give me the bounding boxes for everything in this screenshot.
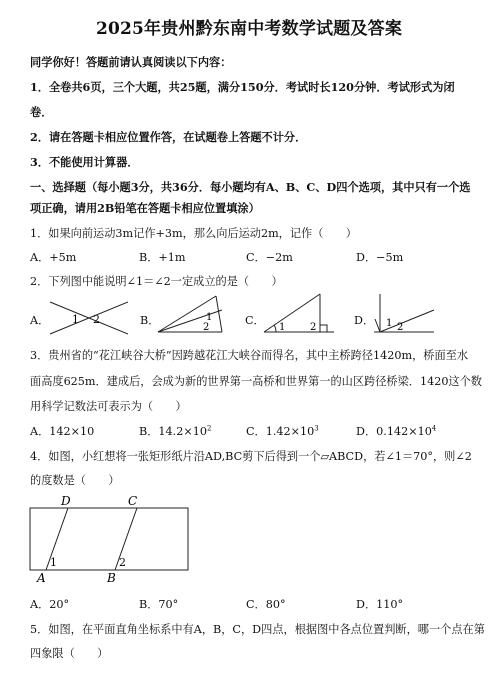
- question-4-options: [30, 596, 480, 612]
- question-2-stem: 2．下列图中能说明∠1＝∠2一定成立的是（ ）: [30, 275, 283, 288]
- q2-d-angle-2: 2: [397, 322, 404, 333]
- q3-option-a: A．142×10: [30, 425, 95, 438]
- q4-label-c: C: [128, 494, 138, 508]
- question-3-options: [30, 423, 480, 439]
- q4-option-d: D．110°: [356, 598, 404, 611]
- q2-c-angle-2: 2: [310, 322, 317, 333]
- q1-option-c: C．−2m: [246, 251, 293, 264]
- q2-c-angle-1: 1: [279, 322, 286, 333]
- instruction-item-1: 1．全卷共6页，三个大题，共25题，满分150分．考试时长120分钟．考试形式为闭: [30, 80, 455, 94]
- question-5-stem-line2: 四象限（ ）: [30, 647, 109, 660]
- instruction-item-3: 3．不能使用计算器．: [30, 155, 139, 169]
- question-1-options: [30, 249, 480, 265]
- q4-angle-1: 1: [50, 556, 57, 569]
- q3-option-b: B．$14.2\times 10^2$: [139, 424, 212, 438]
- question-1-stem: 1．如果向前运动3m记作+3m，那么向后运动2m，记作（ ）: [30, 227, 357, 240]
- q2-d-angle-1: 1: [386, 318, 393, 329]
- q4-label-b: B: [107, 571, 116, 585]
- q4-option-c: C．80°: [246, 598, 286, 611]
- page-title: 2025年贵州黔东南中考数学试题及答案: [95, 19, 403, 39]
- q2-a-angle-2: 2: [93, 313, 100, 326]
- q4-label-a: A: [37, 571, 46, 585]
- q2-figure-a: [48, 296, 132, 340]
- q1-option-b: B．+1m: [139, 251, 186, 264]
- question-5-stem-line1: 5．如图，在平面直角坐标系中有A，B，C，D四点，根据图中各点位置判断，哪一个点在第: [30, 623, 485, 636]
- instruction-item-2: 2．请在答题卡相应位置作答，在试题卷上答题不计分．: [30, 130, 307, 144]
- section-heading-cont: 项正确，请用2B铅笔在答题卡相应位置填涂）: [30, 201, 260, 215]
- q2-figure-d: [372, 292, 438, 338]
- q2-option-b-letter: B．: [140, 314, 160, 327]
- q4-label-d: D: [61, 494, 71, 508]
- question-3-stem-line2: 面高度625m．建成后，会成为新的世界第一高桥和世界第一的山区跨径桥梁．1420这个数: [30, 375, 482, 388]
- question-3-stem-line3: 用科学记数法可表示为（ ）: [30, 400, 187, 413]
- q2-option-d-letter: D．: [354, 314, 375, 327]
- q3-option-d: D．$0.142\times 10^4$: [356, 424, 437, 438]
- q4-option-b: B．70°: [139, 598, 179, 611]
- q4-parallelogram-figure: [24, 494, 194, 586]
- q2-figure-c: [262, 290, 338, 338]
- question-4-stem-line1: 4．如图，小红想将一张矩形纸片沿AD,BC剪下后得到一个▱ABCD，若∠1＝70°，则∠2: [30, 450, 472, 463]
- q4-option-a: A．20°: [30, 598, 70, 611]
- q4-angle-2: 2: [119, 556, 126, 569]
- section-heading: 一、选择题（每小题3分，共36分．每小题均有A、B、C、D四个选项，其中只有一个选: [30, 180, 471, 194]
- q2-figure-b: [156, 292, 226, 338]
- q1-option-a: A．+5m: [30, 251, 77, 264]
- q2-b-angle-1: 1: [206, 312, 213, 323]
- q2-option-c-letter: C．: [245, 314, 265, 327]
- q2-option-a-letter: A．: [30, 314, 50, 327]
- q3-option-c: C．$1.42\times 10^3$: [246, 424, 319, 438]
- q2-b-angle-2: 2: [203, 322, 210, 333]
- q2-a-angle-1: 1: [72, 313, 79, 326]
- instructions-greeting: 同学你好！答题前请认真阅读以下内容：: [30, 55, 232, 69]
- q1-option-d: D．−5m: [356, 251, 404, 264]
- instruction-item-1-cont: 卷．: [30, 105, 53, 119]
- question-4-stem-line2: 的度数是（ ）: [30, 474, 120, 487]
- question-3-stem-line1: 3．贵州省的“花江峡谷大桥”因跨越花江大峡谷而得名，其中主桥跨径1420m，桥面至水: [30, 349, 469, 362]
